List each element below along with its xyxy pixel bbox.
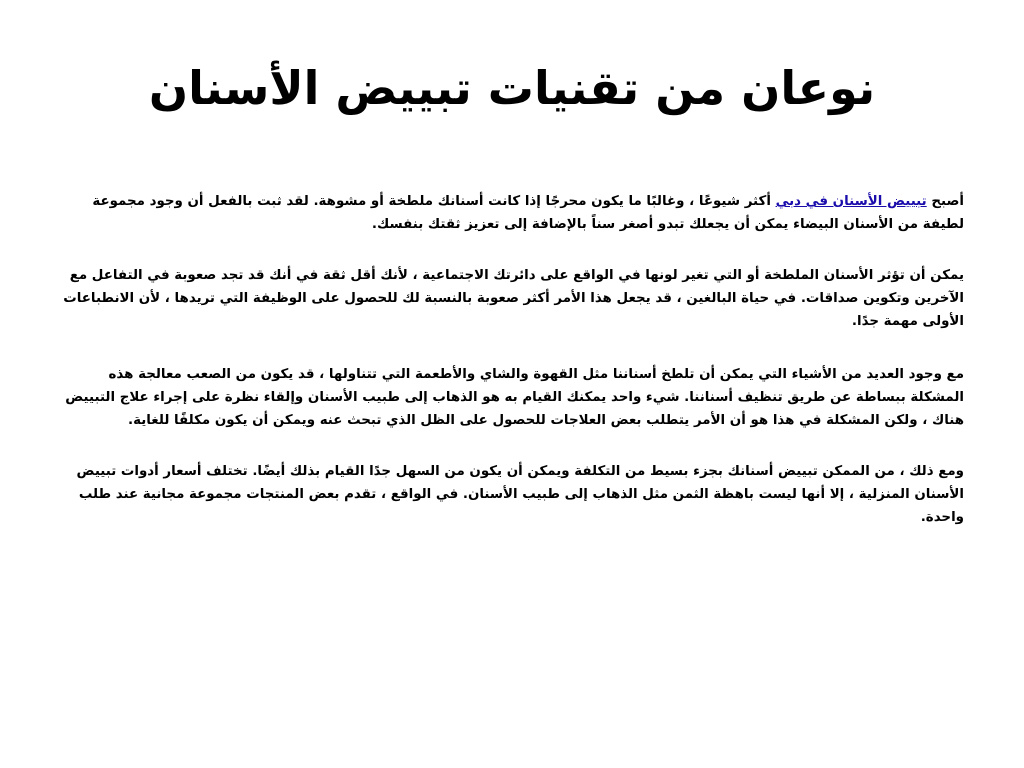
- paragraph-home-kits: ومع ذلك ، من الممكن تبييض أسنانك بجزء بسيط من التكلفة ويمكن أن يكون من السهل جدًا القيام بذلك أيضًا. تختلف أسعار أدوات تبييض الأسنان المنزلية ، إلا أنها ليست باهظة الثمن مثل الذهاب إلى طبيب الأسنان. في الواقع ، تقدم بعض المنتجات مجموعة مجانية عند طلب واحدة.: [76, 464, 964, 525]
- paragraph-social-impact: يمكن أن تؤثر الأسنان الملطخة أو التي تغير لونها في الواقع على دائرتك الاجتماعية ، لأنك أقل ثقة في أنك قد تجد صعوبة في التفاعل مع الآخرين وتكوين صداقات. في حياة البالغين ، قد يجعل هذا الأمر أكثر صعوبة بالنسبة لك للحصول على الوظيفة التي تريدها ، لأن الانطباعات الأولى مهمة جدًا.: [63, 268, 964, 329]
- paragraph-intro-lead: أصبح: [926, 194, 964, 209]
- page-title: نوعان من تقنيات تبييض الأسنان: [148, 61, 876, 115]
- teeth-whitening-dubai-link[interactable]: تبييض الأسنان في دبي: [775, 194, 927, 209]
- paragraph-intro: [62, 190, 964, 236]
- article-body: [62, 190, 964, 557]
- paragraph-intro-rest: أكثر شيوعًا ، وغالبًا ما يكون محرجًا إذا كانت أسنانك ملطخة أو مشوهة. لقد ثبت بالفعل أن وجود مجموعة لطيفة من الأسنان البيضاء يمكن أن يجعلك تبدو أصغر سناً بالإضافة إلى تعزيز ثقتك بنفسك.: [92, 194, 964, 232]
- paragraph-stain-causes: مع وجود العديد من الأشياء التي يمكن أن تلطخ أسناننا مثل القهوة والشاي والأطعمة التي تتناولها ، قد يكون من الصعب معالجة هذه المشكلة ببساطة عن طريق تنظيف أسناننا. شيء واحد يمكنك القيام به هو الذهاب إلى طبيب الأسنان وإلقاء نظرة على إجراء علاج التبييض هناك ، ولكن المشكلة في هذا هو أن الأمر يتطلب بعض العلاجات للحصول على الظل الذي تبحث عنه ويمكن أن يكون مكلفًا للغاية.: [65, 367, 964, 428]
